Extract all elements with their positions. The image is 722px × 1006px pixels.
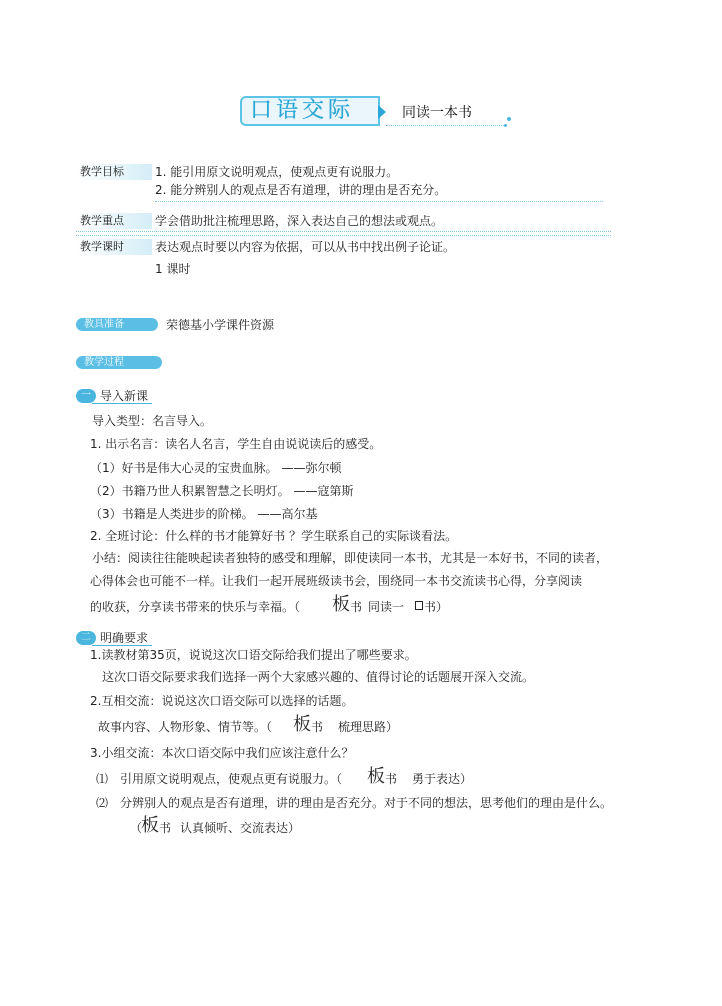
dot-icon bbox=[507, 117, 511, 121]
text-line: 1. 出示名言：读名人名言，学生自由说说读后的感受。 bbox=[90, 437, 382, 451]
prep-text: 荣德基小学课件资源 bbox=[166, 318, 275, 332]
text-line: 这次口语交际要求我们选择一两个大家感兴趣的、值得讨论的话题展开深入交流。 bbox=[102, 670, 535, 684]
text-line: 故事内容、人物形象、情节等。（ bbox=[98, 720, 273, 734]
box-glyph bbox=[415, 601, 423, 610]
text-line: 的收获，分享读书带来的快乐与幸福。（ bbox=[90, 600, 301, 614]
goal-2: 2. 能分辨别人的观点是否有道理，讲的理由是否充分。 bbox=[155, 183, 447, 197]
text-line: 书） bbox=[424, 600, 449, 614]
dot-icon bbox=[504, 124, 507, 127]
text-line: （2）书籍乃世人积累智慧之长明灯。 ——寇第斯 bbox=[90, 484, 354, 498]
text-line: （ bbox=[130, 821, 143, 835]
hours-text-1: 表达观点时要以内容为依据，可以从书中找出例子论证。 bbox=[155, 240, 456, 254]
text-line: 3.小组交流：本次口语交际中我们应该注意什么？ bbox=[90, 746, 354, 760]
section-title: 导入新课 bbox=[100, 389, 149, 403]
board-mark: 板 bbox=[293, 714, 311, 735]
divider bbox=[76, 231, 611, 232]
text-line: 小结：阅读往往能映起读者独特的感受和理解，即使读同一本书，尤其是一本好书，不同的读者， bbox=[92, 551, 609, 565]
section-title: 明确要求 bbox=[100, 631, 149, 645]
board-mark: 板 bbox=[141, 815, 159, 836]
text-line: 认真倾听、交流表达） bbox=[180, 821, 301, 835]
prep-label: 教具准备 bbox=[76, 318, 158, 331]
divider bbox=[155, 201, 603, 202]
process-label: 教学过程 bbox=[76, 356, 162, 369]
board-mark: 书 bbox=[311, 720, 324, 734]
text-line: 心得体会也可能不一样。让我们一起开展班级读书会，围绕同一本书交流读书心得，分享阅读 bbox=[90, 574, 583, 588]
page-subtitle: 同读一本书 bbox=[402, 105, 472, 121]
text-line: （1）好书是伟大心灵的宝贵血脉。 ——弥尔顿 bbox=[90, 461, 342, 475]
text-line: 同读一 bbox=[368, 600, 405, 614]
text-line: 1.读教材第35页，说说这次口语交际给我们提出了哪些要求。 bbox=[90, 648, 417, 662]
page-title: 口语交际 bbox=[250, 98, 355, 123]
board-mark: 板 bbox=[332, 594, 350, 615]
board-mark: 书 bbox=[350, 600, 363, 614]
step-number: 二 bbox=[76, 631, 96, 645]
goal-1: 1. 能引用原文说明观点，使观点更有说服力。 bbox=[155, 165, 399, 179]
text-line: 勇于表达） bbox=[412, 772, 473, 786]
board-mark: 书 bbox=[159, 821, 172, 835]
text-line: 2.互相交流：说说这次口语交际可以选择的话题。 bbox=[90, 694, 354, 708]
hours-text-2: 1 课时 bbox=[155, 262, 191, 276]
text-line: 梳理思路） bbox=[338, 720, 399, 734]
goals-label: 教学目标 bbox=[76, 164, 152, 180]
board-mark: 书 bbox=[385, 772, 398, 786]
text-line: ⑴ 引用原文说明观点，使观点更有说服力。（ bbox=[96, 772, 343, 786]
board-mark: 板 bbox=[367, 766, 385, 787]
step-number: 一 bbox=[76, 389, 96, 403]
hours-label: 教学课时 bbox=[76, 239, 152, 255]
text-line: 2. 全班讨论：什么样的书才能算好书 ？学生联系自己的实际谈看法。 bbox=[90, 529, 458, 543]
arrow-icon bbox=[378, 105, 386, 119]
text-line: ⑵ 分辨别人的观点是否有道理，讲的理由是否充分。对于不同的想法，思考他们的理由是什么。 bbox=[96, 796, 613, 810]
divider bbox=[76, 235, 611, 236]
text-line: 导入类型：名言导入。 bbox=[92, 414, 213, 428]
key-label: 教学重点 bbox=[76, 213, 152, 229]
key-text: 学会借助批注梳理思路，深入表达自己的想法或观点。 bbox=[155, 214, 444, 228]
title-underline bbox=[386, 125, 506, 126]
text-line: （3）书籍是人类进步的阶梯。 ——高尔基 bbox=[90, 507, 318, 521]
